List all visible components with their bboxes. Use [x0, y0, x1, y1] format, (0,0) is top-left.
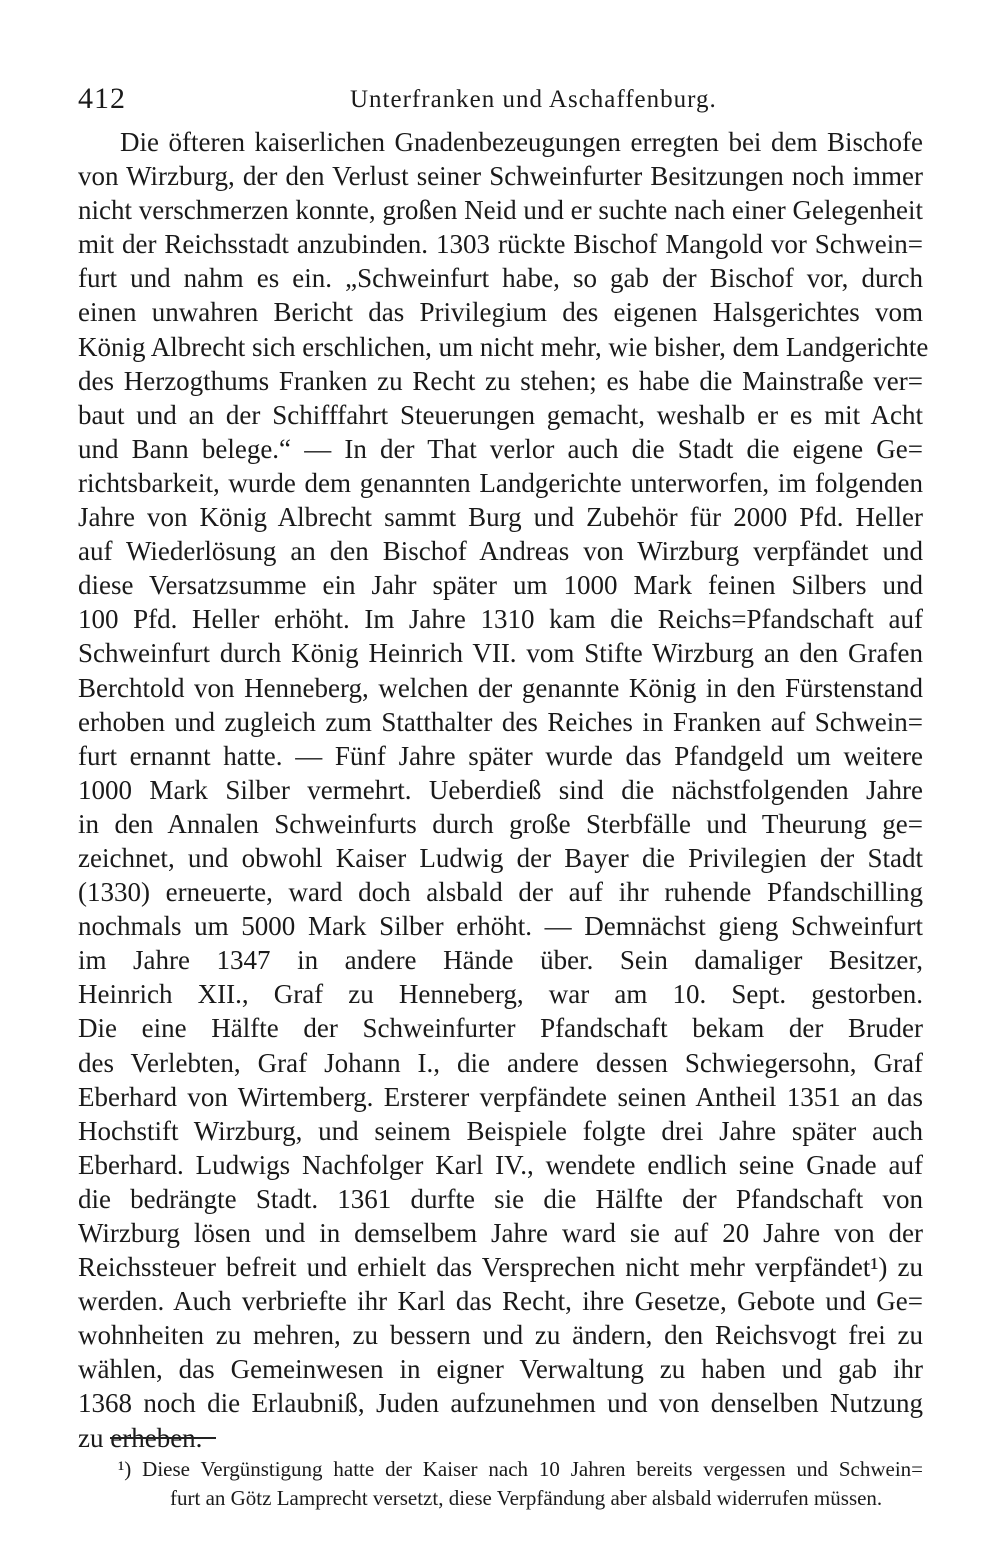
text-line: mit der Reichsstadt anzubinden. 1303 rückte Bischof Mangold vor Schwein=: [78, 229, 923, 260]
text-line: Schweinfurt durch König Heinrich VII. vom Stifte Wirzburg an den Grafen: [78, 638, 923, 669]
footnote-marker: ¹): [118, 1457, 132, 1481]
text-line: Die eine Hälfte der Schweinfurter Pfandschaft bekam der Bruder: [78, 1013, 923, 1044]
footnote-divider: [110, 1437, 216, 1439]
text-line: wohnheiten zu mehren, zu bessern und zu ändern, den Reichsvogt frei zu: [78, 1320, 923, 1351]
text-line: die bedrängte Stadt. 1361 durfte sie die Hälfte der Pfandschaft von: [78, 1183, 923, 1214]
text-line: Wirzburg lösen und in demselbem Jahre ward sie auf 20 Jahre von der: [78, 1218, 923, 1248]
text-line: des Verlebten, Graf Johann I., die andere dessen Schwiegersohn, Graf: [78, 1047, 923, 1078]
text-line: einen unwahren Bericht das Privilegium des eigenen Halsgerichtes vom: [78, 297, 923, 328]
text-line: Eberhard von Wirtemberg. Ersterer verpfändete seinen Antheil 1351 an das: [78, 1081, 923, 1112]
text-line: zeichnet, und obwohl Kaiser Ludwig der Bayer die Privilegien der Stadt: [78, 842, 923, 873]
text-line: und Bann belege.“ — In der That verlor auch die Stadt die eigene Ge=: [78, 433, 923, 464]
text-line: auf Wiederlösung an den Bischof Andreas von Wirzburg verpfändet und: [78, 536, 923, 567]
text-line: werden. Auch verbriefte ihr Karl das Recht, ihre Gesetze, Gebote und Ge=: [78, 1286, 923, 1317]
text-line: baut und an der Schifffahrt Steuerungen gemacht, weshalb er es mit Acht: [78, 399, 923, 430]
text-line: Eberhard. Ludwigs Nachfolger Karl IV., wendete endlich seine Gnade auf: [78, 1149, 923, 1180]
page-number: 412: [78, 82, 126, 115]
text-line: 1000 Mark Silber vermehrt. Ueberdieß sind die nächstfolgenden Jahre: [78, 774, 923, 805]
text-line: nochmals um 5000 Mark Silber erhöht. — Demnächst gieng Schweinfurt: [78, 911, 923, 942]
text-line: Jahre von König Albrecht sammt Burg und Zubehör für 2000 Pfd. Heller: [78, 502, 923, 533]
text-line: furt und nahm es ein. „Schweinfurt habe, so gab der Bischof vor, durch: [78, 263, 923, 294]
footnote-line: furt an Götz Lamprecht versetzt, diese Verpfändung aber alsbald widerrufen müssen.: [170, 1486, 883, 1510]
text-line: in den Annalen Schweinfurts durch große Sterbfälle und Theurung ge=: [78, 808, 923, 839]
text-line: Berchtold von Henneberg, welchen der genannte König in den Fürstenstand: [78, 672, 923, 703]
text-line: erhoben und zugleich zum Statthalter des Reiches in Franken auf Schwein=: [78, 706, 923, 737]
running-title: Unterfranken und Aschaffenburg.: [350, 86, 717, 113]
page-header: [78, 78, 923, 118]
text-line: des Herzogthums Franken zu Recht zu stehen; es habe die Mainstraße ver=: [78, 365, 923, 396]
text-line: richtsbarkeit, wurde dem genannten Landgerichte unterworfen, im folgenden: [78, 467, 923, 498]
text-line: von Wirzburg, der den Verlust seiner Schweinfurter Besitzungen noch immer: [78, 161, 923, 192]
text-line: Heinrich XII., Graf zu Henneberg, war am 10. Sept. gestorben.: [78, 979, 923, 1010]
text-line: Reichssteuer befreit und erhielt das Versprechen nicht mehr verpfändet¹) zu: [78, 1252, 923, 1283]
text-line: 1368 noch die Erlaubniß, Juden aufzunehmen und von denselben Nutzung: [78, 1388, 923, 1419]
footnote-text: Diese Vergünstigung hatte der Kaiser nach 10 Jahren bereits vergessen und Schwein=: [142, 1457, 923, 1481]
text-line: diese Versatzsumme ein Jahr später um 1000 Mark feinen Silbers und: [78, 570, 923, 601]
text-line: Die öfteren kaiserlichen Gnadenbezeugungen erregten bei dem Bischofe: [120, 127, 923, 157]
text-line: wählen, das Gemeinwesen in eigner Verwaltung zu haben und gab ihr: [78, 1354, 923, 1385]
footnote: [118, 1455, 923, 1513]
text-line: (1330) erneuerte, ward doch alsbald der auf ihr ruhende Pfandschilling: [78, 877, 923, 908]
text-line: 100 Pfd. Heller erhöht. Im Jahre 1310 kam die Reichs=Pfandschaft auf: [78, 604, 923, 635]
text-line: Hochstift Wirzburg, und seinem Beispiele folgte drei Jahre später auch: [78, 1115, 923, 1146]
text-line: zu erheben.: [78, 1422, 203, 1453]
text-line: nicht verschmerzen konnte, großen Neid und er suchte nach einer Gelegenheit: [78, 195, 923, 226]
text-line: König Albrecht sich erschlichen, um nicht mehr, wie bisher, dem Landgerichte: [78, 331, 929, 362]
text-line: furt ernannt hatte. — Fünf Jahre später wurde das Pfandgeld um weitere: [78, 740, 923, 771]
main-text: [78, 125, 929, 1455]
footnote-line: [118, 1455, 923, 1484]
text-line: im Jahre 1347 in andere Hände über. Sein damaliger Besitzer,: [78, 945, 923, 976]
